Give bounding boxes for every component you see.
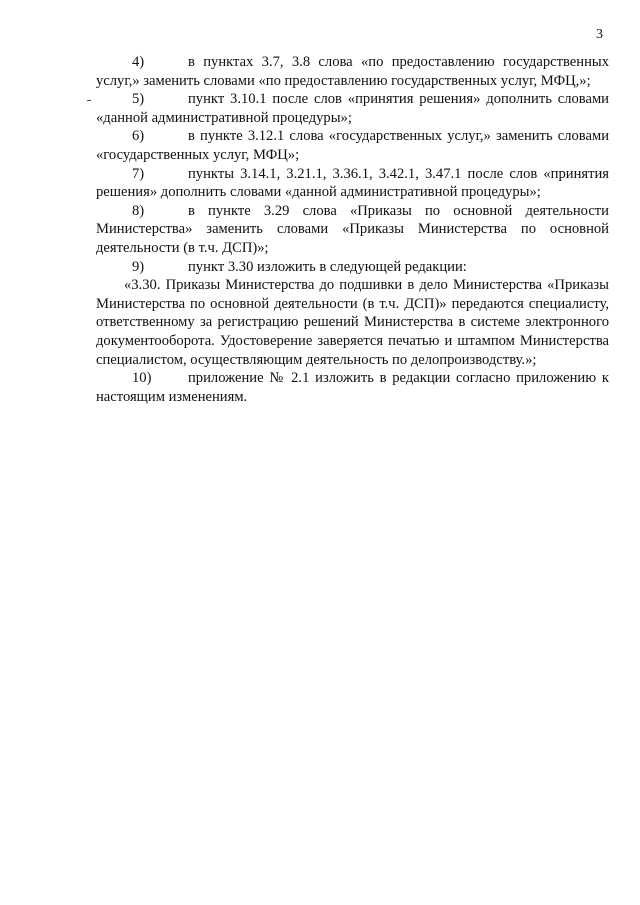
scan-mark <box>87 100 91 101</box>
amendment-item-7 <box>96 165 609 202</box>
amendment-item-6 <box>96 127 609 164</box>
item-text: в пункте 3.12.1 слова «государственных услуг,» заменить словами «государственных услуг, МФЦ»; <box>96 128 609 163</box>
item-number: 9) <box>132 258 145 275</box>
item-text: приложение № 2.1 изложить в редакции согласно приложению к настоящим изменениям. <box>96 370 609 405</box>
item-text: пункт 3.10.1 после слов «принятия решения» дополнить словами «данной административной процедуры»; <box>96 91 609 126</box>
page-number: 3 <box>596 27 603 42</box>
amendments-list <box>96 53 609 406</box>
item-number: 5) <box>132 91 145 108</box>
amendment-item-4 <box>96 53 609 90</box>
item-text: пункт 3.30 изложить в следующей редакции: <box>188 258 467 275</box>
amendment-item-5 <box>96 90 609 127</box>
item-number: 7) <box>132 165 145 182</box>
item-number: 6) <box>132 128 145 145</box>
amendment-item-9 <box>96 258 609 277</box>
item-number: 8) <box>132 202 145 219</box>
item-text: в пункте 3.29 слова «Приказы по основной деятельности Министерства» заменить словами «Приказы Министерства по основной деятельности (в т.ч. ДСП)»; <box>96 202 609 256</box>
item-number: 10) <box>132 370 152 387</box>
new-clause-3-30: «3.30. Приказы Министерства до подшивки в дело Министерства «Приказы Министерства по основной деятельности (в т.ч. ДСП)» передаются специалисту, ответственному за регистрацию решений Министерства в системе электронного документооборота. Удостоверение заверяется печатью и штампом Министерства специалистом, осуществляющим деятельность по делопроизводству.»; <box>96 277 609 368</box>
amendment-item-10 <box>96 369 609 406</box>
item-number: 4) <box>132 54 145 70</box>
item-text: в пунктах 3.7, 3.8 слова «по предоставлению государственных услуг,» заменить словами «по предоставлению государственных услуг, МФЦ,»; <box>96 54 609 89</box>
amendment-item-8 <box>96 202 609 258</box>
item-text: пункты 3.14.1, 3.21.1, 3.36.1, 3.42.1, 3.47.1 после слов «принятия решения» дополнить словами «данной административной процедуры»; <box>96 165 609 201</box>
